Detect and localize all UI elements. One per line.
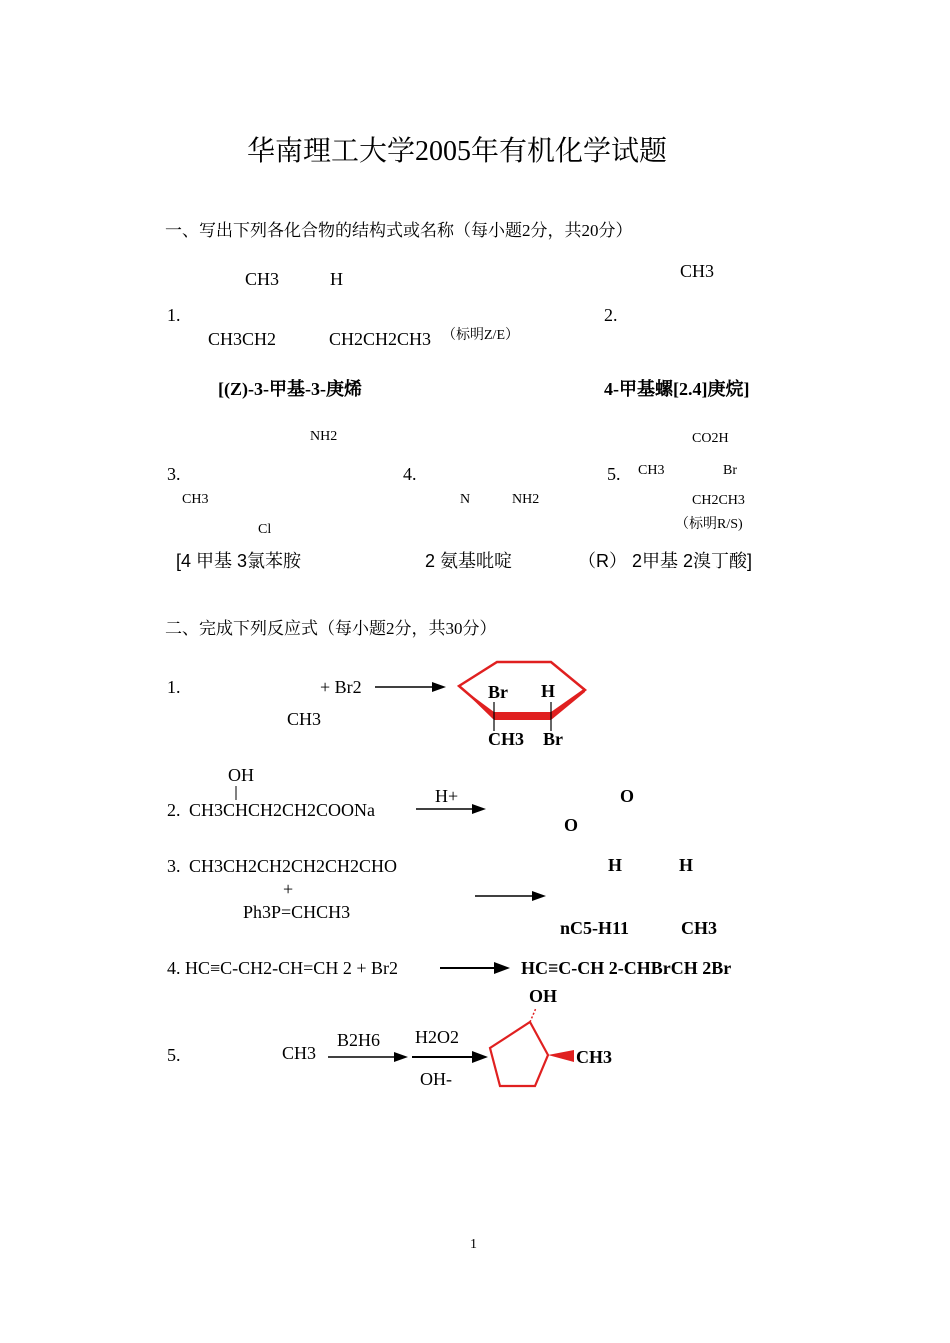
r3-plus: + [283, 879, 294, 899]
r1-product-br1: Br [488, 682, 508, 702]
q5-ch2ch3: CH2CH3 [692, 493, 745, 508]
r1-product-h: H [541, 681, 556, 701]
r1-number: 1. [167, 677, 181, 697]
r3-number: 3. [167, 856, 181, 876]
q1-top-right: H [330, 269, 343, 289]
q4-nh2: NH2 [512, 492, 540, 507]
q2-top: CH3 [680, 261, 715, 281]
q4-n: N [460, 492, 471, 507]
q5-co2h: CO2H [692, 431, 729, 446]
q5-number: 5. [607, 464, 621, 484]
r3-product-h1: H [608, 855, 623, 875]
r5-product-oh: OH [529, 986, 558, 1006]
section1-heading: 一、写出下列各化合物的结构式或名称（每小题2分，共20分） [165, 221, 633, 240]
page-title: 华南理工大学2005年有机化学试题 [247, 136, 668, 167]
r3-product-left: nC5-H11 [560, 918, 630, 938]
q1-note: （标明Z/E） [442, 328, 519, 343]
q4-number: 4. [403, 464, 417, 484]
r2-product-o1: O [620, 786, 635, 806]
q2-answer: 4-甲基螺[2.4]庚烷] [604, 379, 750, 399]
r4-reactant: 4. HC≡C-CH2-CH=CH 2 + Br2 [167, 958, 398, 978]
r1-reagent: + Br2 [320, 677, 362, 697]
r3-reactant: CH3CH2CH2CH2CH2CHO [189, 856, 398, 876]
q1-number: 1. [167, 305, 181, 325]
r1-product-br2: Br [543, 729, 563, 749]
q5-ch3: CH3 [638, 463, 665, 478]
r2-reactant: CH3CHCH2CH2COONa [189, 800, 376, 820]
r5-reactant: CH3 [282, 1043, 317, 1063]
r4-product: HC≡C-CH 2-CHBrCH 2Br [521, 958, 732, 978]
r5-product-ch3: CH3 [576, 1047, 612, 1067]
r5-number: 5. [167, 1045, 181, 1065]
q1-bottom-right: CH2CH2CH3 [329, 329, 432, 349]
r3-ylide: Ph3P=CHCH3 [243, 902, 351, 922]
q5-note: （标明R/S) [675, 517, 743, 532]
r3-product-h2: H [679, 855, 694, 875]
r1-product-ch3: CH3 [488, 729, 524, 749]
q1-bottom-left: CH3CH2 [208, 329, 277, 349]
q5-br: Br [723, 463, 737, 478]
r2-number: 2. [167, 800, 181, 820]
r5-condition-oh: OH- [420, 1069, 452, 1089]
r3-product-right: CH3 [681, 918, 717, 938]
q3-nh2: NH2 [310, 429, 338, 444]
q3-answer: [4 甲基 3氯苯胺 [176, 551, 302, 571]
q3-ch3: CH3 [182, 492, 209, 507]
q1-top-left: CH3 [245, 269, 280, 289]
r1-substituent: CH3 [287, 709, 322, 729]
q1-answer: [(Z)-3-甲基-3-庚烯 [218, 379, 362, 399]
r2-oh: OH [228, 765, 254, 785]
q5-answer: （R） 2甲基 2溴丁酸] [578, 551, 753, 571]
q4-answer: 2 氨基吡啶 [425, 551, 513, 571]
q2-number: 2. [604, 305, 618, 325]
r5-condition-b2h6: B2H6 [337, 1030, 381, 1050]
r5-condition-h2o2: H2O2 [415, 1027, 459, 1047]
r2-product-o2: O [564, 815, 579, 835]
q3-number: 3. [167, 464, 181, 484]
q3-cl: Cl [258, 522, 272, 537]
page-number: 1 [470, 1237, 477, 1252]
section2-heading: 二、完成下列反应式（每小题2分，共30分） [165, 619, 497, 638]
r2-condition: H+ [435, 786, 459, 806]
